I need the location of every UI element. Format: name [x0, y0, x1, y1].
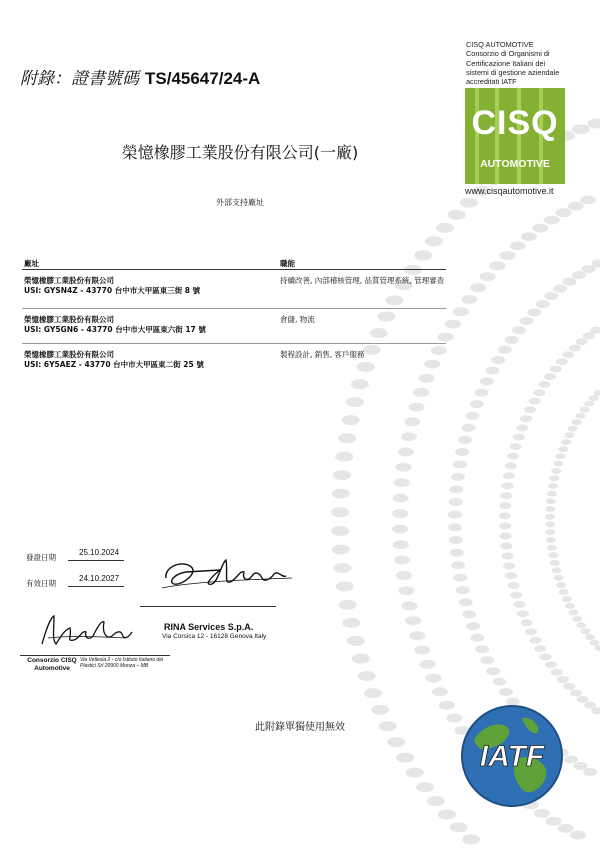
background-dot — [451, 561, 465, 569]
background-dot — [513, 601, 525, 608]
iatf-globe-logo — [456, 700, 568, 812]
background-dot — [529, 637, 541, 644]
cisq-info-line: sistemi di gestione aziendale — [466, 67, 560, 77]
site-name: 榮憶橡膠工業股份有限公司 — [24, 276, 114, 285]
background-dot — [529, 398, 541, 405]
background-dot — [333, 470, 351, 480]
background-dot — [450, 549, 464, 557]
background-dot — [545, 661, 557, 668]
table-row — [22, 309, 446, 344]
rina-signature-line — [140, 606, 276, 607]
background-dot — [546, 817, 562, 826]
background-dot — [351, 379, 369, 389]
background-dot — [548, 483, 558, 489]
background-dot — [459, 598, 473, 606]
background-dot — [545, 506, 555, 512]
background-dot — [580, 195, 596, 204]
background-dot — [534, 645, 546, 652]
background-dot — [499, 502, 511, 509]
background-dot — [465, 412, 479, 420]
background-dot — [583, 768, 597, 776]
site-address: USI: 6Y5AEZ - 43770 台中市大甲區東二街 25 號 — [24, 360, 204, 369]
background-dot — [580, 407, 590, 413]
background-dot — [332, 545, 350, 555]
background-dot — [371, 705, 389, 715]
background-dot — [331, 526, 349, 536]
cisq-automotive-logo — [465, 88, 565, 184]
expiry-date-value: 24.10.2027 — [79, 574, 120, 583]
background-dot — [563, 683, 575, 690]
background-dot — [453, 574, 467, 582]
background-dot — [456, 586, 470, 594]
background-dot — [512, 326, 526, 334]
site-functions: 製程設計, 銷售, 客戶服務 — [280, 350, 365, 359]
background-dot — [475, 645, 489, 653]
cisq-signatory-name — [22, 657, 82, 673]
background-dot — [347, 636, 365, 646]
background-dot — [565, 603, 575, 609]
cisq-signatory-address — [80, 657, 180, 670]
background-dot — [580, 628, 590, 634]
sites-table — [22, 256, 446, 378]
background-dot — [338, 433, 356, 443]
background-dot — [503, 472, 515, 479]
background-dot — [500, 533, 512, 540]
certificate-number: TS/45647/24-A — [145, 69, 261, 88]
background-dot — [540, 653, 552, 660]
background-dot — [499, 688, 513, 696]
background-dot — [401, 432, 417, 441]
header-function: 職能 — [280, 259, 295, 268]
background-dot — [448, 511, 462, 519]
background-dot — [520, 317, 534, 325]
cisq-signatory-name-line: Automotive — [34, 665, 70, 672]
background-dot — [420, 660, 436, 669]
background-dot — [342, 618, 360, 628]
background-dot — [562, 278, 576, 286]
background-dot — [564, 432, 574, 438]
background-dot — [500, 543, 512, 550]
background-dot — [532, 224, 548, 233]
background-dot — [544, 292, 558, 300]
background-dot — [394, 478, 410, 487]
appendix-title — [20, 64, 260, 89]
background-dot — [576, 413, 586, 419]
background-dot — [559, 589, 569, 595]
background-dot — [498, 346, 512, 354]
background-dot — [572, 124, 590, 134]
background-dot — [572, 616, 582, 622]
background-dot — [491, 356, 505, 364]
background-dot — [394, 556, 410, 565]
background-dot — [449, 485, 463, 493]
cisq-signatory-address-line: Plastici Srl 20900 Monza – MB — [80, 663, 149, 670]
rina-name: RINA Services S.p.A. — [164, 622, 254, 632]
cisq-website: www.cisqautomotive.it — [465, 186, 554, 196]
background-dot — [448, 523, 462, 531]
background-dot — [404, 417, 420, 426]
background-dot — [510, 241, 526, 250]
background-dot — [545, 522, 555, 528]
table-row — [22, 270, 446, 309]
header-site: 廠址 — [24, 259, 39, 268]
background-dot — [572, 271, 586, 279]
background-dot — [521, 232, 537, 241]
background-dot — [396, 463, 412, 472]
background-dot — [507, 453, 519, 460]
background-dot — [520, 415, 532, 422]
background-dot — [470, 634, 484, 642]
background-dot — [505, 336, 519, 344]
background-dot — [562, 596, 572, 602]
site-functions: 持續改善, 內部稽核管理, 品質管理系統, 管理審查 — [280, 276, 445, 285]
background-dot — [458, 436, 472, 444]
background-dot — [587, 119, 600, 129]
background-dot — [401, 601, 417, 610]
background-dot — [480, 272, 496, 281]
background-dot — [558, 824, 574, 833]
background-dot — [481, 656, 495, 664]
background-dot — [409, 631, 425, 640]
cisq-logo-text: CISQ — [471, 104, 559, 142]
background-dot — [562, 351, 574, 358]
background-dot — [544, 373, 556, 380]
background-dot — [547, 545, 557, 551]
cisq-signature-line — [20, 655, 170, 656]
background-dot — [558, 446, 568, 452]
background-dot — [557, 676, 569, 683]
background-dot — [552, 567, 562, 573]
cisq-logo-subtext: AUTOMOTIVE — [480, 158, 550, 170]
background-dot — [396, 571, 412, 580]
background-dot — [572, 419, 582, 425]
background-dot — [583, 332, 595, 339]
background-dot — [568, 610, 578, 616]
background-dot — [470, 283, 486, 292]
background-dot — [568, 426, 578, 432]
background-dot — [550, 366, 562, 373]
background-dot — [544, 216, 560, 225]
background-dot — [502, 553, 514, 560]
background-dot — [455, 448, 469, 456]
background-dot — [553, 461, 563, 467]
site-name: 榮憶橡膠工業股份有限公司 — [24, 315, 114, 324]
sites-heading: 外部支持廠址 — [216, 198, 264, 207]
background-dot — [584, 401, 594, 407]
background-dot — [516, 424, 528, 431]
background-dot — [561, 439, 571, 445]
iatf-logo-text: IATF — [479, 740, 545, 773]
company-name: 榮憶橡膠工業股份有限公司(一廠) — [121, 143, 359, 162]
background-dot — [462, 834, 480, 844]
background-dot — [436, 223, 454, 233]
issue-date-value: 25.10.2024 — [79, 548, 120, 557]
background-dot — [595, 645, 600, 651]
background-dot — [398, 586, 414, 595]
cisq-signatory-name-line: Consorzio CISQ — [27, 657, 77, 664]
background-dot — [524, 406, 536, 413]
rina-address: Via Corsica 12 - 16128 Genova Italy — [162, 633, 267, 640]
background-dot — [492, 678, 506, 686]
background-dot — [445, 320, 461, 329]
background-dot — [505, 462, 517, 469]
background-dot — [517, 610, 529, 617]
background-dot — [466, 622, 480, 630]
background-dot — [576, 622, 586, 628]
background-dot — [398, 447, 414, 456]
background-dot — [499, 522, 511, 529]
background-dot — [551, 468, 561, 474]
background-dot — [554, 575, 564, 581]
background-dot — [439, 701, 455, 710]
background-dot — [577, 696, 589, 703]
background-dot — [546, 498, 556, 504]
cisq-signature — [36, 610, 136, 654]
background-dot — [413, 388, 429, 397]
background-dot — [432, 687, 448, 696]
background-dot — [425, 674, 441, 683]
background-dot — [582, 265, 596, 273]
background-dot — [500, 492, 512, 499]
background-dot — [569, 345, 581, 352]
background-dot — [525, 628, 537, 635]
background-dot — [414, 646, 430, 655]
invalid-alone-note: 此附錄單獨使用無效 — [255, 722, 345, 733]
expiry-date-underline — [68, 586, 124, 587]
background-dot — [584, 702, 596, 709]
background-dot — [574, 762, 588, 770]
background-dot — [547, 491, 557, 497]
background-dot — [556, 208, 572, 217]
background-dot — [503, 562, 515, 569]
table-row — [22, 344, 446, 378]
background-dot — [594, 390, 600, 396]
background-dot — [342, 415, 360, 425]
background-dot — [409, 403, 425, 412]
background-dot — [576, 338, 588, 345]
background-dot — [449, 498, 463, 506]
background-dot — [450, 822, 468, 832]
background-dot — [470, 400, 484, 408]
background-dot — [453, 460, 467, 468]
background-dot — [448, 210, 466, 220]
cisq-info-text — [466, 40, 596, 86]
background-dot — [462, 610, 476, 618]
background-dot — [416, 782, 434, 792]
rina-signature — [160, 548, 300, 598]
background-dot — [550, 560, 560, 566]
background-dot — [358, 671, 376, 681]
background-dot — [438, 810, 456, 820]
background-dot — [387, 737, 405, 747]
site-address: USI: GY5GN6 - 43770 台中市大甲區東六街 17 號 — [24, 325, 206, 334]
background-dot — [425, 236, 443, 246]
background-dot — [396, 753, 414, 763]
background-dot — [462, 424, 476, 432]
background-dot — [556, 582, 566, 588]
background-dot — [553, 285, 567, 293]
background-dot — [590, 640, 600, 646]
background-dot — [551, 669, 563, 676]
background-dot — [461, 295, 477, 304]
background-dot — [453, 307, 469, 316]
cisq-info-line: CISQ AUTOMOTIVE — [466, 40, 534, 49]
background-dot — [346, 397, 364, 407]
table-header — [22, 256, 446, 270]
background-dot — [570, 690, 582, 697]
background-dot — [546, 537, 556, 543]
background-dot — [545, 529, 555, 535]
background-dot — [335, 452, 353, 462]
site-functions: 倉儲, 物流 — [280, 315, 315, 324]
site-address: USI: GYSN4Z - 43770 台中市大甲區東三街 8 號 — [24, 286, 201, 295]
cisq-info-line: Consorzio di Organismi di — [466, 49, 550, 59]
background-dot — [485, 367, 499, 375]
issue-date-underline — [68, 560, 124, 561]
background-dot — [332, 489, 350, 499]
background-dot — [489, 261, 505, 270]
background-dot — [513, 434, 525, 441]
background-dot — [568, 202, 584, 211]
background-dot — [451, 473, 465, 481]
background-dot — [474, 389, 488, 397]
background-dot — [505, 572, 517, 579]
background-dot — [521, 619, 533, 626]
background-dot — [545, 514, 555, 520]
background-dot — [556, 358, 568, 365]
issue-date-label: 發證日期 — [26, 553, 56, 562]
background-dot — [480, 378, 494, 386]
cisq-info-line: accreditati IATF — [466, 77, 517, 87]
background-dot — [405, 616, 421, 625]
background-dot — [570, 831, 586, 840]
background-dot — [364, 688, 382, 698]
background-dot — [527, 308, 541, 316]
background-dot — [556, 453, 566, 459]
background-dot — [501, 482, 513, 489]
background-dot — [393, 540, 409, 549]
background-dot — [392, 525, 408, 534]
cisq-signatory-address-line: Via Vetlesia 2 - c/o Istituto Italiano dei — [80, 657, 164, 663]
background-dot — [510, 443, 522, 450]
background-dot — [333, 563, 351, 573]
background-dot — [549, 475, 559, 481]
background-dot — [510, 592, 522, 599]
background-dot — [508, 582, 520, 589]
background-dot — [352, 654, 370, 664]
background-dot — [536, 300, 550, 308]
background-dot — [486, 667, 500, 675]
background-dot — [427, 796, 445, 806]
background-dot — [499, 251, 515, 260]
background-dot — [331, 507, 349, 517]
background-dot — [539, 381, 551, 388]
background-dot — [534, 389, 546, 396]
background-dot — [548, 552, 558, 558]
background-dot — [393, 494, 409, 503]
background-dot — [392, 509, 408, 518]
background-dot — [336, 582, 354, 592]
background-dot — [589, 395, 599, 401]
background-dot — [339, 600, 357, 610]
cisq-info-line: Certificazione Italiani dei — [466, 58, 546, 68]
site-name: 榮憶橡膠工業股份有限公司 — [24, 350, 114, 359]
background-dot — [449, 536, 463, 544]
background-dot — [406, 768, 424, 778]
background-dot — [499, 512, 511, 519]
appendix-label: 附錄：證書號碼 — [20, 69, 139, 89]
expiry-date-label: 有效日期 — [26, 579, 56, 588]
background-dot — [585, 634, 595, 640]
